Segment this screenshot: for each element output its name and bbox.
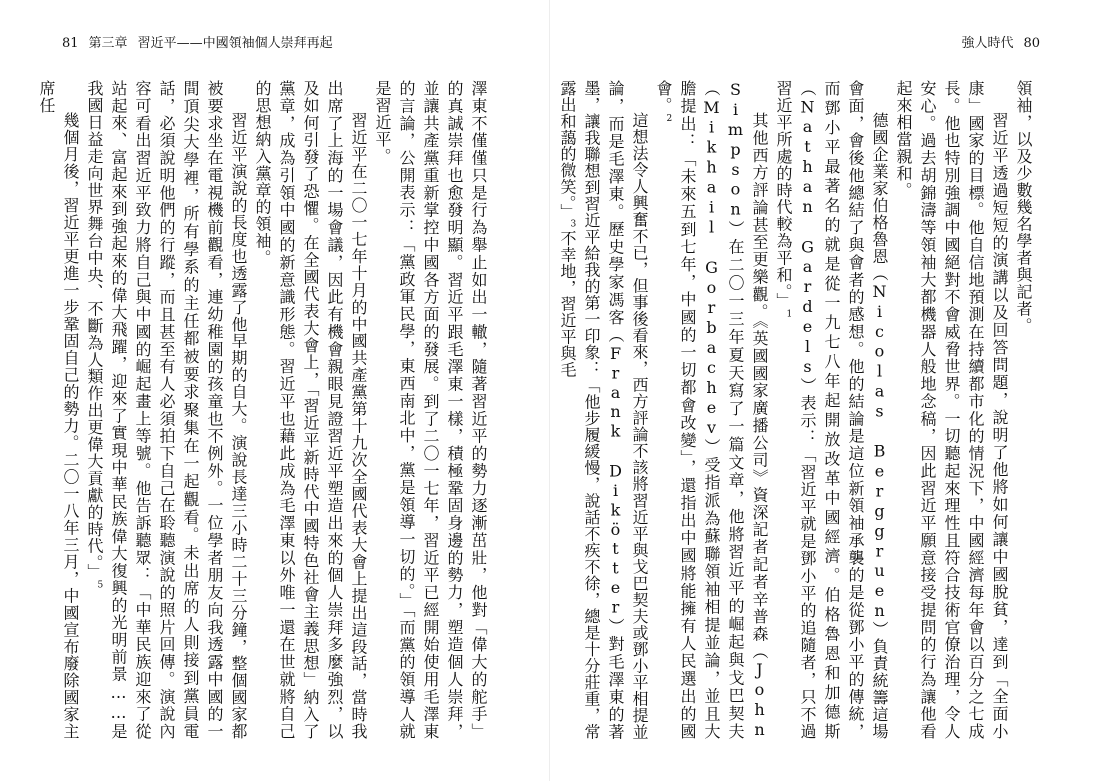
left-page-number: 81 bbox=[62, 36, 79, 51]
chapter-label: 第三章 bbox=[88, 36, 128, 51]
right-page-body bbox=[558, 80, 1035, 740]
paragraph bbox=[250, 80, 370, 740]
footnote-marker: 2 bbox=[664, 113, 675, 125]
paragraph bbox=[82, 80, 250, 740]
footnote-marker: 3 bbox=[568, 219, 579, 231]
paragraph-text: 這想法令人興奮不已，但事後看來，西方評論不該將習近平與戈巴契夫或鄧小平相提並論，而是毛澤東。歷史學家馮客（Frank Dikötter）對毛澤東的著墨，讓我聯想到習近平給我的第一印象：「他步履緩慢，說話不疾不徐，總是十分莊重，常露出和藹的微笑。」 bbox=[558, 80, 649, 740]
left-page-body bbox=[37, 80, 490, 740]
paragraph-text: 習近平演說的長度也透露了他早期的自大。演說長達三小時二十三分鐘，整個國家都被要求坐在電視機前觀看，連幼稚園的孩童也不例外。一位學者朋友向我透露中國的一間頂尖大學裡，所有學系的主任都被要求聚集在一起觀看。未出席的人則接到黨員電話，必須說明他們的行蹤，而且甚至有人必須拍下自己在聆聽演說的照片回傳。演說內容可看出習近平致力將自己與中國的崛起畫上等號。他告訴聽眾：「中華民族迎來了從站起來、富起來到強起來的偉大飛躍，迎來了實現中華民族偉大復興的光明前景……是我國日益走向世界舞台中央、不斷為人類作出更偉大貢獻的時代。」 bbox=[85, 80, 248, 740]
right-running-header bbox=[961, 36, 1040, 52]
paragraph-text: 習近平在二〇一七年十月的中國共產黨第十九次全國代表大會上提出這段話，當時我出席了上海的一場會議，因此有機會親眼見證習近平塑造出來的個人崇拜多麼強烈，以及如何引發了恐懼。在全國代表大會上，「習近平新時代中國特色社會主義思想」納入了黨章，成為引領中國的新意識形態。習近平也藉此成為毛澤東以外唯一還在世就將自己的思想納入黨章的領袖。 bbox=[253, 80, 368, 740]
chapter-title: 習近平——中國領袖個人崇拜再起 bbox=[137, 36, 333, 51]
paragraph bbox=[34, 80, 82, 740]
right-page-number: 80 bbox=[1023, 36, 1040, 51]
paragraph-text: 習近平透過短短的演講以及回答問題，說明了他將如何讓中國脫貧，達到「全面小康」國家的目標。他自信地預測在持續都市化的情況下，中國經濟每年會以百分之七成長。他也特別強調中國絕對不會威脅世界。一切聽起來理性且符合技術官僚治理，令人安心。過去胡錦濤等領袖大都機器人般地念稿，因此習近平願意接受提問的行為讓他看起來相當親和。 bbox=[894, 80, 1009, 740]
left-running-header bbox=[62, 36, 333, 52]
paragraph-text: 幾個月後，習近平更進一步鞏固自己的勢力。二〇一八年三月，中國宣布廢除國家主席任 bbox=[37, 80, 80, 740]
paragraph-text: 德國企業家伯格魯恩（Nicolas Berggruen）負責統籌這場會面，會後他總結了與會者的感想。他的結論是這位新領袖承襲的是從鄧小平的傳統，而鄧小平最著名的就是從一九七八年起開放改革中國經濟。伯格魯恩和加德斯（Nathan Gardels）表示：「習近平就是鄧小平的追隨者，只不過習近平所處的時代較為平和。」 bbox=[774, 80, 889, 740]
paragraph-text: 澤東不僅僅只是行為舉止如出一轍，隨著習近平的勢力逐漸茁壯，他對「偉大的舵手」的真誠崇拜也愈發明顯。習近平跟毛澤東一樣，積極鞏固身邊的勢力，塑造個人崇拜，並讓共產黨重新掌控中國各方面的發展。到了二〇一七年，習近平已經開始使用毛澤東的言論，公開表示：「黨政軍民學，東西南北中，黨是領導一切的。」「而黨的領導人就是習近平。 bbox=[373, 80, 488, 740]
footnote-marker: 1 bbox=[784, 309, 795, 321]
book-title: 強人時代 bbox=[961, 36, 1014, 51]
paragraph bbox=[651, 80, 771, 740]
paragraph-text: 領袖，以及少數幾名學者與記者。 bbox=[1014, 80, 1033, 335]
footnote-marker: 5 bbox=[95, 580, 106, 592]
paragraph bbox=[370, 80, 490, 740]
right-page bbox=[550, 0, 1100, 781]
paragraph-text-tail: 不幸地，習近平與毛 bbox=[558, 230, 577, 378]
paragraph bbox=[555, 80, 651, 740]
paragraph bbox=[891, 80, 1011, 740]
paragraph-text: 其他西方評論甚至更樂觀。《英國國家廣播公司》資深記者記者辛普森（John Simpson）在二〇一三年夏天寫了一篇文章，他將習近平的崛起與戈巴契夫（Mikhail Gorbachev）受指派為蘇聯領袖相提並論，並且大膽提出：「未來五到七年，中國的一切都會改變」，還指出中國將能擁有人民選出的國會。 bbox=[654, 80, 769, 740]
paragraph bbox=[1011, 80, 1035, 740]
paragraph bbox=[771, 80, 891, 740]
